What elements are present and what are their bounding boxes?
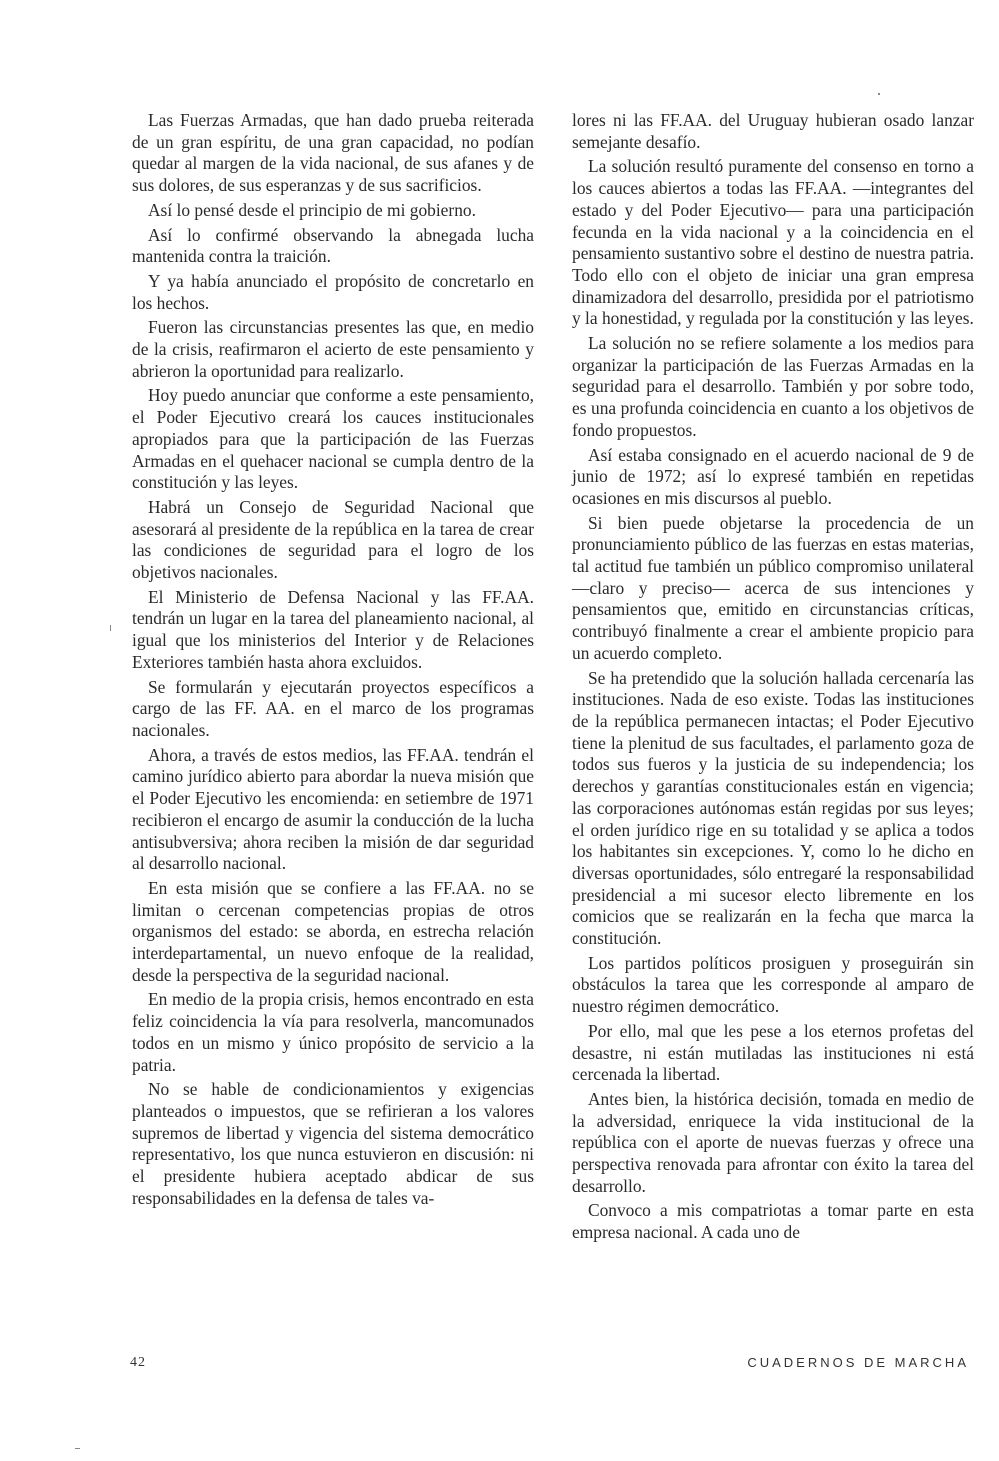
paragraph: Las Fuerzas Armadas, que han dado prueba reiterada de un gran espíritu, de una gran capacidad, no podían quedar al margen de la vida nacional, de sus afanes y de sus dolores, de sus esperanzas y de sus sacrificios.	[132, 110, 534, 196]
paragraph: Ahora, a través de estos medios, las FF.AA. tendrán el camino jurídico abierto para abordar la nueva misión que el Poder Ejecutivo les encomienda: en setiembre de 1971 recibieron el encargo de asumir la conducción de la lucha antisubversiva; ahora reciben la misión de dar seguridad al desarrollo nacional.	[132, 744, 534, 874]
scan-speck	[878, 93, 880, 95]
paragraph: La solución no se refiere solamente a los medios para organizar la participación de las Fuerzas Armadas en la seguridad para el desarrollo. También y por sobre todo, es una profunda coincidencia en cuanto a los objetivos de fondo propuestos.	[572, 333, 974, 440]
paragraph: Si bien puede objetarse la procedencia de un pronunciamiento público de las fuerzas en estas materias, tal actitud fue también un público compromiso unilateral —claro y preciso— acerca de sus intenciones y pensamientos que, emitido en circunstancias críticas, contribuyó finalmente a crear el ambiente propicio para un acuerdo completo.	[572, 512, 974, 663]
paragraph: Y ya había anunciado el propósito de concretarlo en los hechos.	[132, 270, 534, 313]
paragraph: Así lo pensé desde el principio de mi gobierno.	[148, 199, 476, 220]
left-column	[132, 110, 534, 1212]
paragraph: Fueron las circunstancias presentes las que, en medio de la crisis, reafirmaron el acierto de este pensamiento y abrieron la oportunidad para realizarlo.	[132, 317, 534, 381]
paragraph: Hoy puedo anunciar que conforme a este pensamiento, el Poder Ejecutivo creará los cauces institucionales apropiados para que la participación de las Fuerzas Armadas en el quehacer nacional se cumpla dentro de la constitución y las leyes.	[132, 385, 534, 493]
paragraph: Por ello, mal que les pese a los eternos profetas del desastre, ni están mutiladas las instituciones ni está cercenada la libertad.	[572, 1020, 974, 1085]
paragraph: Antes bien, la histórica decisión, tomada en medio de la adversidad, enriquece la vida institucional de la república con el aporte de nuevas fuerzas y ofrece una perspectiva renovada para afrontar con éxito la tarea del desarrollo.	[572, 1088, 974, 1196]
paragraph: Se ha pretendido que la solución hallada cercenaría las instituciones. Nada de eso existe. Todas las instituciones de la república permanecen intactas; el Poder Ejecutivo tiene la plenitud de sus facultades, el parlamento goza de todos sus fueros y la justicia de su independencia; los derechos y garantías constitucionales están en vigencia; las corporaciones autónomas están regidas por sus leyes; el orden jurídico rige en su totalidad y se aplica a todos los habitantes sin excepciones. Y, como lo he dicho en diversas oportunidades, sólo entregaré la responsabilidad presidencial a mi sucesor electo libremente en los comicios que se realizarán en la fecha que marca la constitución.	[572, 667, 974, 949]
paragraph: El Ministerio de Defensa Nacional y las FF.AA. tendrán un lugar en la tarea del planeamiento nacional, al igual que los ministerios del Interior y de Relaciones Exteriores también hasta ahora excluidos.	[132, 586, 534, 672]
paragraph: No se hable de condicionamientos y exigencias planteados o impuestos, que se refirieran a los valores supremos de libertad y vigencia del sistema democrático representativo, los que nunca estuvieron en discusión: ni el presidente hubiera aceptado abdicar de sus responsabilidades en la defensa de tales va-	[132, 1079, 534, 1208]
paragraph: Habrá un Consejo de Seguridad Nacional que asesorará al presidente de la república en la tarea de crear las condiciones de seguridad para el logro de los objetivos nacionales.	[132, 496, 534, 583]
paragraph: Los partidos políticos prosiguen y proseguirán sin obstáculos la tarea que les corresponde al amparo de nuestro régimen democrático.	[572, 952, 974, 1017]
right-column	[572, 110, 974, 1247]
paragraph: Se formularán y ejecutarán proyectos específicos a cargo de las FF. AA. en el marco de los programas nacionales.	[132, 676, 534, 740]
page-number: 42	[130, 1355, 146, 1370]
paragraph: Convoco a mis compatriotas a tomar parte en esta empresa nacional. A cada uno de	[572, 1200, 974, 1243]
paragraph: Así estaba consignado en el acuerdo nacional de 9 de junio de 1972; así lo expresé también en repetidas ocasiones en mis discursos al pueblo.	[572, 444, 974, 508]
scan-speck	[75, 1448, 80, 1449]
scan-speck	[110, 625, 111, 631]
paragraph: En medio de la propia crisis, hemos encontrado en esta feliz coincidencia la vía para resolverla, mancomunados todos en un mismo y único propósito de servicio a la patria.	[132, 989, 534, 1075]
paragraph: La solución resultó puramente del consenso en torno a los cauces abiertos a todas las FF.AA. —integrantes del estado y del Poder Ejecutivo— para una participación fecunda en la vida nacional y a la coincidencia en el pensamiento sustantivo sobre el destino de nuestra patria. Todo ello con el objeto de iniciar una gran empresa dinamizadora del desarrollo, presidida por el patriotismo y la honestidad, y regulada por la constitución y las leyes.	[572, 156, 974, 329]
paragraph: Así lo confirmé observando la abnegada lucha mantenida contra la traición.	[132, 224, 534, 267]
running-head: CUADERNOS DE MARCHA	[747, 1355, 969, 1370]
paragraph: lores ni las FF.AA. del Uruguay hubieran osado lanzar semejante desafío.	[572, 110, 974, 152]
paragraph: En esta misión que se confiere a las FF.AA. no se limitan o cercenan competencias propias de otros organismos del estado: se aborda, en estrecha relación interdepartamental, un nuevo enfoque de la realidad, desde la perspectiva de la seguridad nacional.	[132, 877, 534, 985]
